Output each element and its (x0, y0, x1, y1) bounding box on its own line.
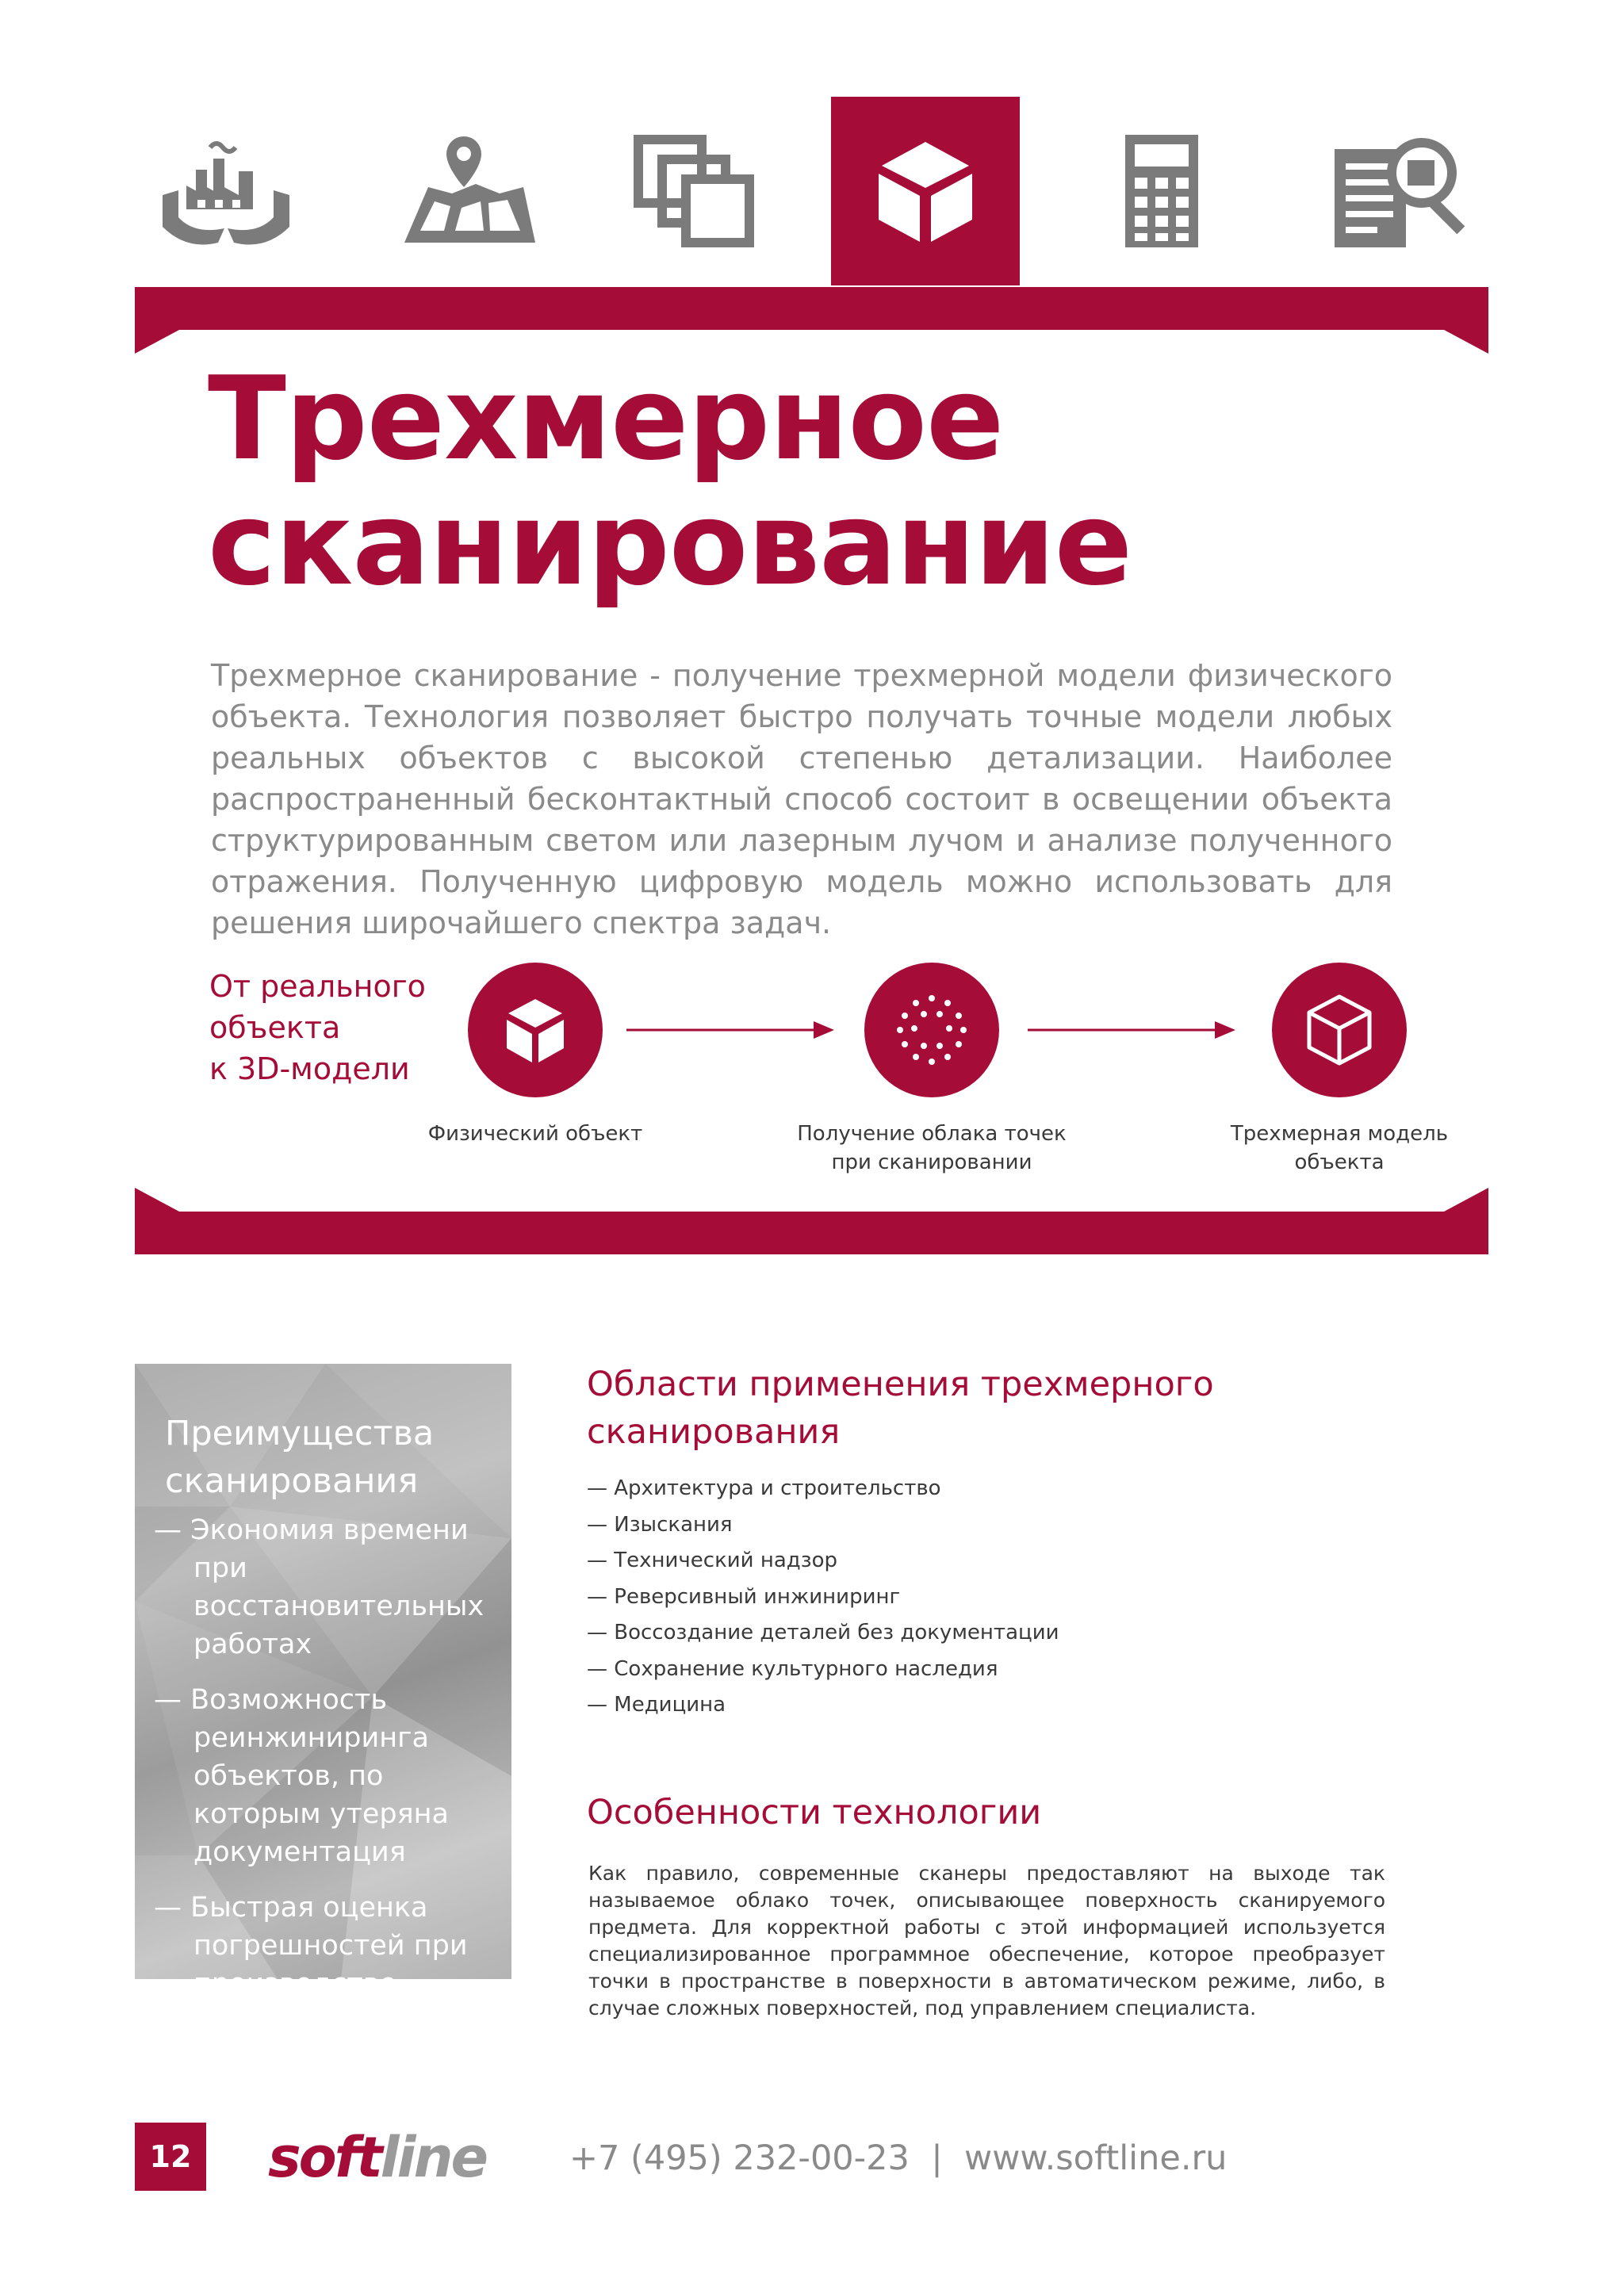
list-item: — Быстрая оценка погрешностей при производстве (154, 1892, 468, 2000)
logo-line: line (380, 2125, 486, 2190)
flow-caption (381, 1120, 690, 1148)
cube-icon (831, 97, 1020, 285)
frame-top-corners (135, 330, 1488, 354)
features-title: Особенности технологии (587, 1793, 1042, 1832)
list-item: — Архитектура и строительство (587, 1476, 941, 1500)
page-title (208, 352, 1132, 611)
applications-title-line: сканирования (587, 1412, 841, 1452)
advantages-panel (135, 1364, 511, 2000)
frame-bottom-bar (135, 1212, 1488, 1254)
caption-line: Получение облака точек (797, 1122, 1067, 1146)
wireframe-cube-icon (1306, 994, 1373, 1066)
flow-label-line: к 3D-модели (209, 1051, 410, 1086)
flow-arrow (1028, 1020, 1235, 1040)
map-pin-icon (381, 97, 547, 285)
softline-logo (268, 2125, 486, 2190)
advantages-title (165, 1410, 434, 1505)
caption-line: при сканировании (831, 1150, 1032, 1174)
applications-list (587, 1471, 1059, 1724)
caption-line: Трехмерная модель (1230, 1122, 1449, 1146)
list-item: — Реверсивный инжиниринг (587, 1584, 901, 1609)
list-item: — Изыскания (587, 1512, 733, 1537)
flow-caption (1185, 1120, 1494, 1177)
list-item: — Медицина (587, 1693, 726, 1717)
logo-soft: soft (268, 2125, 381, 2190)
caption-line: объекта (1294, 1150, 1385, 1174)
flow-label-line: От реального (209, 969, 426, 1004)
advantages-title-line: Преимущества (165, 1414, 435, 1453)
advantages-list (154, 1511, 503, 2020)
frame-bottom-corners (135, 1188, 1488, 1212)
factory-hands-icon (151, 97, 301, 285)
flow-arrow (626, 1020, 834, 1040)
frame-top-bar (135, 287, 1488, 330)
page-number: 12 (135, 2123, 206, 2191)
point-cloud-icon (892, 990, 971, 1070)
flow-caption (777, 1120, 1086, 1177)
list-item: — Технический надзор (587, 1549, 837, 1572)
flow-step-3d-model (1272, 963, 1407, 1097)
applications-title-line: Области применения трехмерного (587, 1365, 1214, 1404)
solid-cube-icon (504, 996, 567, 1064)
advantages-title-line: сканирования (165, 1461, 419, 1501)
list-item: — Возможность реинжиниринга объектов, по которым утеряна документация (154, 1684, 449, 1868)
title-line-2: сканирование (208, 477, 1132, 611)
calculator-icon (1118, 97, 1205, 285)
intro-paragraph: Трехмерное сканирование - получение трехмерной модели физического объекта. Технология позволяет быстро получать точные модели любых реальных объектов с высокой степенью детализации. Наиболее распространенный бесконтактный способ состоит в освещении объекта структурированным светом или лазерным лучом и анализе полученного отражения. Полученную цифровую модель можно использовать для решения широчайшего спектра задач. (211, 658, 1392, 940)
list-item: — Сохранение культурного наследия (587, 1656, 998, 1681)
list-item: — Экономия времени при восстановительных работах (154, 1514, 485, 1660)
flow-step-physical-object (468, 963, 603, 1097)
flow-step-point-cloud (864, 963, 999, 1097)
applications-title (587, 1361, 1214, 1456)
caption-line: Физический объект (427, 1122, 643, 1146)
list-item: — Воссоздание деталей без документации (587, 1621, 1059, 1644)
title-line-1: Трехмерное (208, 352, 1004, 486)
layers-icon (626, 97, 761, 285)
document-search-icon (1324, 97, 1475, 285)
features-paragraph: Как правило, современные сканеры предоставляют на выходе так называемое облако точек, описывающее поверхность сканируемого предмета. Для корректной работы с этой информацией используется специализированное программное обеспечение, которое преобразует точки в пространстве в поверхности в автоматическом режиме, либо, в случае сложных поверхностей, под управлением специалиста. (588, 1862, 1385, 2020)
flow-label-line: объекта (209, 1010, 341, 1045)
flow-label (209, 966, 426, 1089)
footer-contact: +7 (495) 232-00-23 | www.softline.ru (569, 2138, 1228, 2178)
